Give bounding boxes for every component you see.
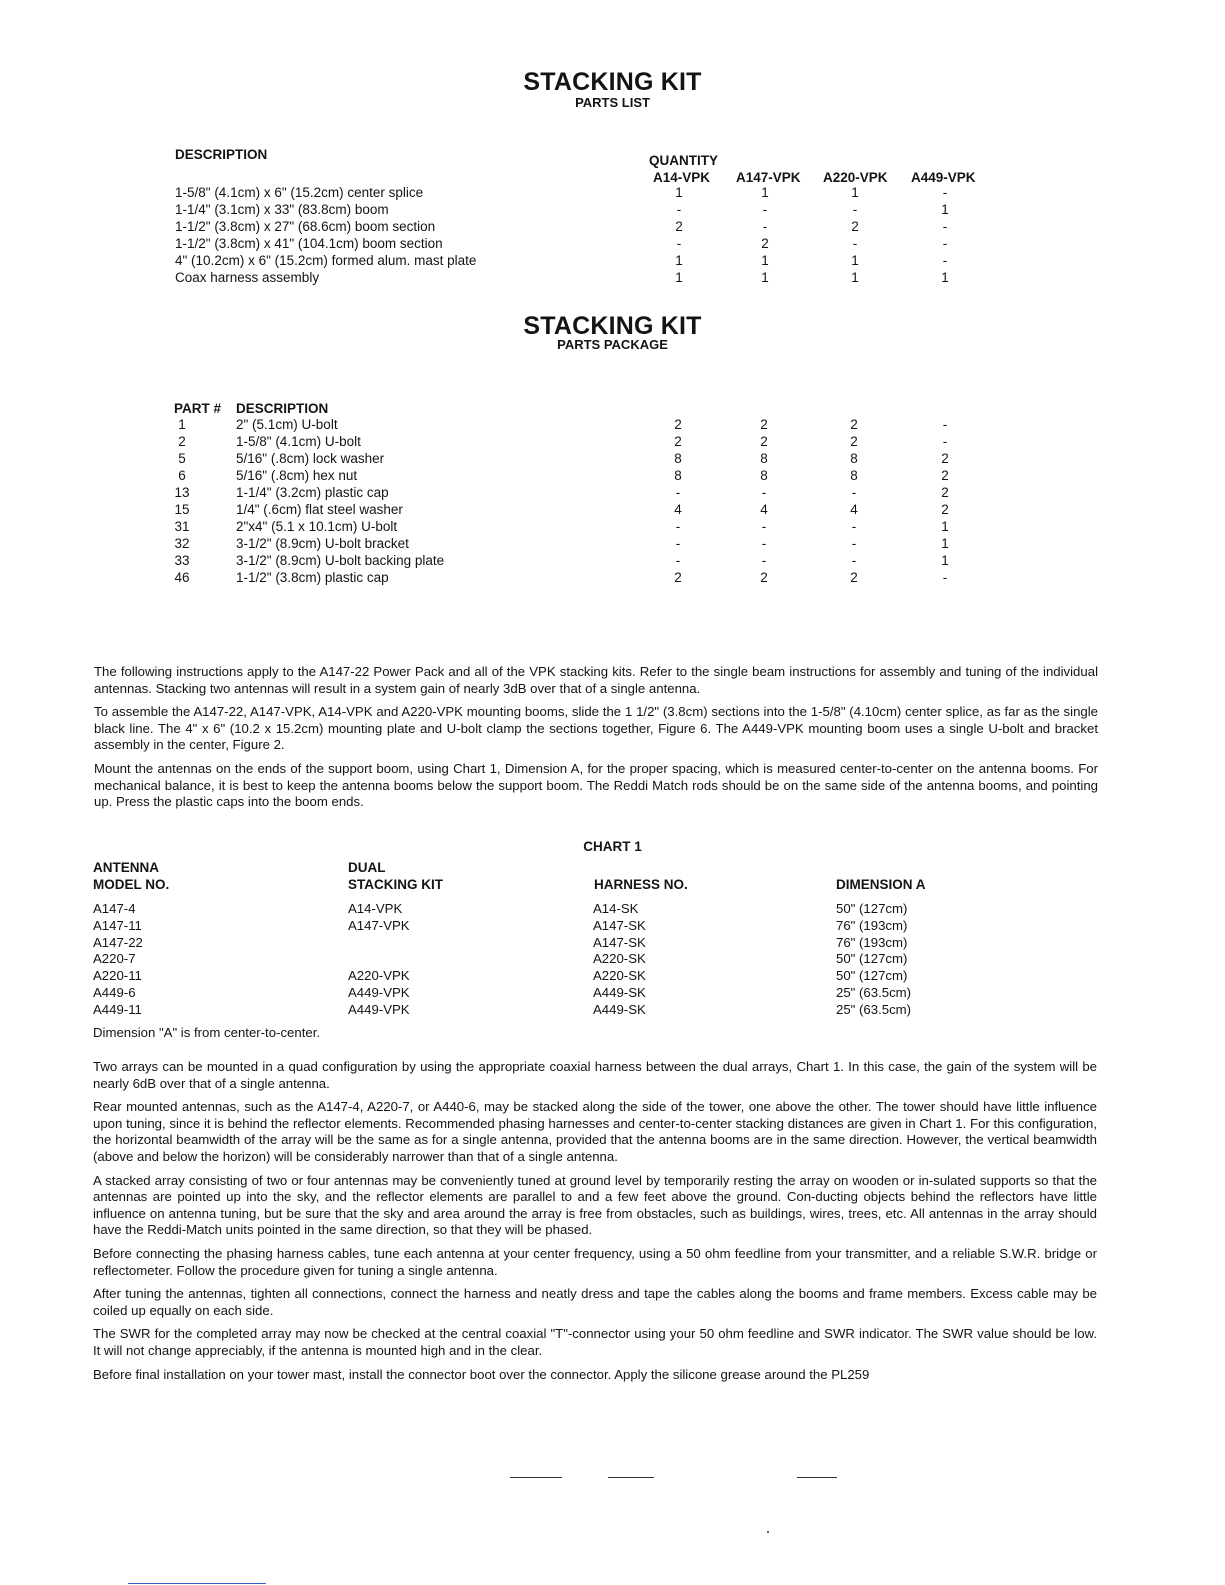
paragraph: Rear mounted antennas, such as the A147-4, A220-7, or A440-6, may be stacked along the side of the tower, one above the other. The tower should have little influence upon tuning, since it is behind the reflector elements. Recommended phasing harnesses and center-to-center stacking distances are given in Chart 1. For this configuration, the horizontal beamwidth of the array will be the same as for a single antenna, provided that the antenna booms are in the same direction. However, the vertical beamwidth (above and below the horizon) will be considerably narrower than that of a single antenna. [93,1099,1097,1164]
dimension-a: 50" (127cm) [836,901,908,916]
harness-no: A449-SK [593,1001,646,1017]
qty-a14-vpk: - [676,202,682,217]
qty-a14-vpk: 2 [675,219,683,234]
qty-a449-vpk: - [942,434,948,449]
harness-no: A220-SK [593,968,646,984]
table-row [170,519,1000,536]
table-row [170,451,1000,468]
qty-a147-vpk: 4 [760,502,768,517]
item-description: 1-1/2" (3.8cm) x 41" (104.1cm) boom section [175,236,443,251]
harness-no: A14-SK [593,901,639,916]
stacking-kit: A449-VPK [348,1001,410,1017]
qty-a147-vpk: 8 [760,451,768,466]
qty-a220-vpk: - [852,236,858,251]
item-description: 2" (5.1cm) U-bolt [236,417,338,432]
stacking-kit: A14-VPK [348,901,403,916]
item-description: 3-1/2" (8.9cm) U-bolt backing plate [236,553,445,568]
table-row [175,219,1005,236]
qty-a449-vpk: 2 [941,502,949,517]
qty-a147-vpk: - [761,485,767,500]
chart1-header-dimension-a: DIMENSION A [836,877,926,892]
paragraph: The SWR for the completed array may now be checked at the central coaxial "T"-connector using your 50 ohm feedline and SWR indicator. The SWR value should be low. It will not change appreciably, if the antenna is mounted high and in the clear. [93,1326,1097,1358]
qty-a14-vpk: - [675,536,681,551]
item-description: Coax harness assembly [175,270,320,285]
harness-no: A449-SK [593,984,646,1000]
paragraph: Before connecting the phasing harness cables, tune each antenna at your center frequency, using a 50 ohm feedline from your transmitter, and a reliable S.W.R. bridge or reflectometer. Follow the procedure given for tuning a single antenna. [93,1245,1097,1278]
item-description: 4" (10.2cm) x 6" (15.2cm) formed alum. mast plate [175,253,477,268]
qty-a14-vpk: - [675,485,681,500]
table-row [93,951,993,968]
table-row [170,417,1000,434]
part-number: 46 [174,570,190,585]
model-header-a449-vpk: A449-VPK [911,170,976,185]
qty-a449-vpk: - [942,219,948,234]
stacking-kit: A449-VPK [348,984,410,1000]
qty-a449-vpk: - [942,417,948,432]
chart1-header-model-no: MODEL NO. [93,877,170,892]
qty-a14-vpk: 8 [674,468,682,483]
dimension-a: 25" (63.5cm) [836,1001,912,1017]
table-row [93,935,993,952]
scan-mark-line [510,1477,562,1478]
paragraph: After tuning the antennas, tighten all connections, connect the harness and neatly dress and tape the cables along the booms and frame members. Excess cable may be coiled up equally on each side. [93,1286,1097,1318]
item-description: 1/4" (.6cm) flat steel washer [236,502,403,517]
qty-a449-vpk: 2 [941,468,949,483]
table-row [170,468,1000,485]
part-number: 32 [174,536,190,551]
qty-a449-vpk: 1 [941,270,949,285]
qty-a147-vpk: 2 [760,434,768,449]
qty-a147-vpk: - [761,553,767,568]
qty-a147-vpk: - [761,536,767,551]
quantity-header: QUANTITY [649,153,718,168]
part-number: 6 [178,468,186,483]
qty-a14-vpk: 1 [675,270,683,285]
paragraph: To assemble the A147-22, A147-VPK, A14-VPK and A220-VPK mounting booms, slide the 1 1/2" (3.8cm) sections into the 1-5/8" (4.10cm) center splice, as far as the single black line. The 4" x 6" (10.2 x 15.2cm) mounting plate and U-bolt clamp the sections together, Figure 6. The A449-VPK mounting boom uses a single U-bolt and bracket assembly in the center, Figure 2. [94,704,1098,753]
qty-a220-vpk: - [851,485,857,500]
chart1-header-harness-no: HARNESS NO. [594,877,688,892]
paragraph: Before final installation on your tower mast, install the connector boot over the connector. Apply the silicone grease around the PL259 [93,1366,870,1382]
item-description: 1-5/8" (4.1cm) U-bolt [236,434,361,449]
qty-a220-vpk: 4 [850,502,858,517]
table-row [170,485,1000,502]
part-number: 15 [174,502,190,517]
qty-a449-vpk: - [942,570,948,585]
qty-a147-vpk: - [762,219,768,234]
qty-a220-vpk: 2 [850,434,858,449]
table-row [175,202,1005,219]
part-number-header: PART # [174,401,222,416]
antenna-model: A220-11 [93,968,142,984]
model-header-a147-vpk: A147-VPK [736,170,801,185]
qty-a449-vpk: 1 [941,553,949,568]
qty-a14-vpk: - [676,236,682,251]
table-row [93,1002,993,1019]
table-row [93,968,993,985]
antenna-model: A449-6 [93,984,136,1000]
antenna-model: A147-4 [93,901,136,916]
item-description: 3-1/2" (8.9cm) U-bolt bracket [236,536,409,551]
parts-package-description-header: DESCRIPTION [236,401,329,416]
qty-a147-vpk: 1 [761,270,769,285]
table-row [170,434,1000,451]
table-row [175,236,1005,253]
scan-mark-line [608,1477,654,1478]
antenna-model: A147-11 [93,917,142,933]
qty-a14-vpk: 8 [674,451,682,466]
item-description: 1-1/4" (3.1cm) x 33" (83.8cm) boom [175,202,389,217]
qty-a220-vpk: - [852,202,858,217]
item-description: 5/16" (.8cm) hex nut [236,468,358,483]
antenna-model: A147-22 [93,934,143,950]
part-number: 31 [174,519,190,534]
qty-a147-vpk: 2 [761,236,769,251]
qty-a147-vpk: - [762,202,768,217]
qty-a147-vpk: 1 [761,253,769,268]
chart1-table [93,901,993,1019]
dimension-a: 76" (193cm) [836,934,908,950]
chart1-header-antenna: ANTENNA [93,860,159,875]
qty-a220-vpk: 2 [850,570,858,585]
model-header-a220-vpk: A220-VPK [823,170,888,185]
chart1-header-stacking-kit: STACKING KIT [348,877,443,892]
qty-a14-vpk: 1 [675,185,683,200]
qty-a449-vpk: - [942,253,948,268]
qty-a14-vpk: - [675,553,681,568]
part-number: 1 [178,417,186,432]
table-row [93,985,993,1002]
body-section [93,1059,1097,1383]
qty-a220-vpk: 1 [851,185,859,200]
item-description: 2"x4" (5.1 x 10.1cm) U-bolt [236,519,398,534]
parts-package-table [170,417,1000,587]
dimension-a: 76" (193cm) [836,917,908,933]
harness-no: A147-SK [593,917,646,933]
harness-no: A220-SK [593,951,646,967]
qty-a220-vpk: 2 [851,219,859,234]
table-row [170,553,1000,570]
chart1-header-dual: DUAL [348,860,386,875]
table-row [175,270,1005,287]
qty-a220-vpk: 1 [851,270,859,285]
item-description: 1-1/4" (3.2cm) plastic cap [236,485,389,500]
qty-a14-vpk: 2 [674,417,682,432]
item-description: 1-5/8" (4.1cm) x 6" (15.2cm) center splice [175,185,424,200]
dimension-a: 50" (127cm) [836,951,908,967]
chart1-note: Dimension "A" is from center-to-center. [93,1025,321,1040]
qty-a449-vpk: 1 [941,536,949,551]
table-row [93,918,993,935]
qty-a220-vpk: 8 [850,451,858,466]
scan-mark-dot [767,1531,769,1533]
qty-a147-vpk: 1 [761,185,769,200]
dimension-a: 50" (127cm) [836,968,908,984]
qty-a14-vpk: - [675,519,681,534]
antenna-model: A449-11 [93,1001,142,1017]
harness-no: A147-SK [593,934,646,950]
intro-section [94,664,1098,811]
qty-a147-vpk: 8 [760,468,768,483]
qty-a220-vpk: - [851,553,857,568]
qty-a147-vpk: - [761,519,767,534]
qty-a220-vpk: 8 [850,468,858,483]
chart1-title: CHART 1 [583,839,642,854]
qty-a449-vpk: 2 [941,485,949,500]
scan-mark-blue-line [128,1583,266,1584]
qty-a14-vpk: 4 [674,502,682,517]
parts-package-subtitle: PARTS PACKAGE [557,337,668,352]
item-description: 1-1/2" (3.8cm) plastic cap [236,570,389,585]
qty-a220-vpk: 2 [850,417,858,432]
table-row [170,570,1000,587]
antenna-model: A220-7 [93,951,136,967]
part-number: 13 [174,485,190,500]
parts-list-description-header: DESCRIPTION [175,147,268,162]
qty-a14-vpk: 2 [674,570,682,585]
stacking-kit: A147-VPK [348,917,410,933]
paragraph: A stacked array consisting of two or four antennas may be conveniently tuned at ground level by temporarily resting the array on wooden or in-sulated supports so that the antennas are pointed up into the sky, and the reflector elements are parallel to and a few feet above the ground. Con-ducting objects behind the reflectors have little influence on antenna tuning, but be sure that the sky and area around the array is free from obstacles, such as buildings, wires, trees, etc. All antennas in the array should have the Reddi-Match units pointed in the same direction, so that they will be phased. [93,1172,1097,1238]
table-row [175,185,1005,202]
item-description: 1-1/2" (3.8cm) x 27" (68.6cm) boom section [175,219,436,234]
qty-a449-vpk: - [942,185,948,200]
qty-a220-vpk: 1 [851,253,859,268]
paragraph: Two arrays can be mounted in a quad configuration by using the appropriate coaxial harness between the dual arrays, Chart 1. In this case, the gain of the system will be nearly 6dB over that of a single antenna. [93,1059,1097,1091]
qty-a147-vpk: 2 [760,570,768,585]
table-row [175,253,1005,270]
table-row [93,901,993,918]
parts-list-table [175,185,1005,287]
parts-list-title: STACKING KIT [523,68,702,96]
paragraph: The following instructions apply to the A147-22 Power Pack and all of the VPK stacking kits. Refer to the single beam instructions for assembly and tuning of the individual antennas. Stacking two antennas will result in a system gain of nearly 3dB over that of a single antenna. [94,664,1098,696]
dimension-a: 25" (63.5cm) [836,984,912,1000]
qty-a449-vpk: 1 [941,519,949,534]
part-number: 5 [178,451,186,466]
parts-list-subtitle: PARTS LIST [575,95,650,110]
paragraph: Mount the antennas on the ends of the support boom, using Chart 1, Dimension A, for the proper spacing, which is measured center-to-center on the antenna booms. For mechanical balance, it is best to keep the antenna booms below the support boom. The Reddi Match rods should be on the same side of the antenna booms, and pointing up. Press the plastic caps into the boom ends. [94,760,1098,810]
item-description: 5/16" (.8cm) lock washer [236,451,385,466]
parts-package-title: STACKING KIT [523,312,702,340]
part-number: 2 [178,434,186,449]
qty-a449-vpk: 2 [941,451,949,466]
qty-a147-vpk: 2 [760,417,768,432]
scan-mark-line [797,1477,837,1478]
table-row [170,502,1000,519]
qty-a220-vpk: - [851,536,857,551]
table-row [170,536,1000,553]
model-header-a14-vpk: A14-VPK [653,170,711,185]
stacking-kit: A220-VPK [348,968,410,984]
qty-a449-vpk: 1 [941,202,949,217]
qty-a14-vpk: 2 [674,434,682,449]
qty-a220-vpk: - [851,519,857,534]
qty-a449-vpk: - [942,236,948,251]
part-number: 33 [174,553,190,568]
qty-a14-vpk: 1 [675,253,683,268]
